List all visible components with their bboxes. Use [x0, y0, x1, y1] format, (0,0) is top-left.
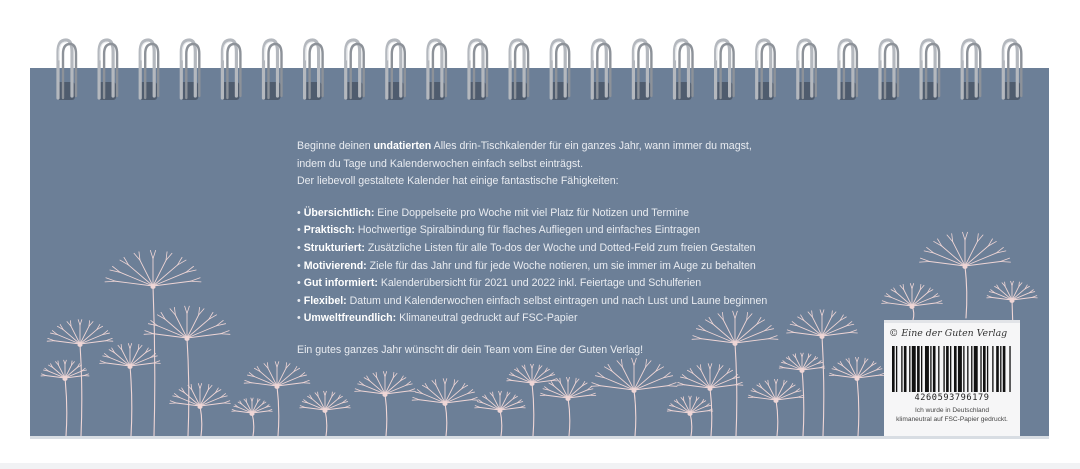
spiral-ring [345, 40, 364, 100]
barcode-bar [1009, 346, 1010, 392]
spiral-ring [98, 40, 117, 100]
barcode-bar [1003, 346, 1006, 392]
bullet-icon: • [297, 312, 301, 325]
barcode-bar [983, 346, 986, 392]
dandelion-flower [667, 396, 713, 436]
intro-paragraph [297, 138, 797, 191]
barcode-bar [974, 346, 978, 392]
spiral-ring [591, 40, 610, 100]
bullet-icon: • [297, 224, 301, 237]
barcode-bar [967, 346, 968, 392]
barcode-bar [980, 346, 981, 392]
publisher-logo: © Eine der Guten Verlag [889, 328, 1008, 339]
spiral-ring [961, 40, 980, 100]
barcode-bar [921, 346, 922, 392]
barcode-bar [954, 346, 957, 392]
feature-item [297, 222, 797, 240]
intro-text-end: Alles drin-Tischkalender für ein ganzes Jahr, wann immer du magst, [431, 140, 752, 152]
bullet-icon: • [297, 259, 301, 272]
dandelion-flower [748, 379, 804, 436]
dandelion-flower [105, 250, 201, 436]
dandelion-flower [412, 379, 478, 436]
feature-item [297, 293, 797, 311]
label-top-edge [884, 320, 1020, 323]
barcode-bar [909, 346, 910, 392]
barcode-bar [1000, 346, 1001, 392]
dandelion-flower [170, 384, 231, 436]
dandelion-flower [829, 357, 885, 436]
spiral-ring [756, 40, 775, 100]
barcode-bar [958, 346, 962, 392]
barcode-label [884, 320, 1020, 436]
barcode-bar [971, 346, 972, 392]
spiral-ring [221, 40, 240, 100]
barcode-bar [943, 346, 944, 392]
spiral-ring [920, 40, 939, 100]
dandelion-flower [475, 391, 526, 436]
table-surface [0, 463, 1080, 469]
barcode-bar [925, 346, 929, 392]
feature-item [297, 275, 797, 293]
eco-note [890, 406, 1014, 424]
feature-text: Hochwertige Spiralbindung für flaches Aufliegen und einfaches Eintragen [354, 224, 701, 237]
barcode-bar [938, 346, 939, 392]
dandelion-flower [100, 344, 161, 436]
feature-text: Eine Doppelseite pro Woche mit viel Platz für Notizen und Termine [374, 206, 689, 219]
spiral-ring [180, 40, 199, 100]
dandelion-flower [300, 391, 351, 436]
feature-item [297, 205, 797, 223]
barcode-bar [950, 346, 951, 392]
feature-text: Datum und Kalenderwochen einfach selbst eintragen und nach Lust und Laune beginnen [346, 294, 768, 307]
feature-text: Klimaneutral gedruckt auf FSC-Papier [396, 312, 578, 325]
eco-line-1: Ich wurde in Deutschland [914, 407, 990, 414]
dandelion-flower [507, 364, 558, 436]
dandelion-flower [232, 398, 272, 436]
spiral-ring [797, 40, 816, 100]
feature-list [297, 205, 797, 328]
barcode-bar [992, 346, 993, 392]
intro-emphasis: undatierten [373, 140, 432, 152]
feature-item [297, 258, 797, 276]
spiral-ring [509, 40, 528, 100]
eco-line-2: klimaneutral auf FSC-Papier gedruckt. [896, 416, 1008, 423]
barcode-bar [901, 346, 902, 392]
feature-item [297, 240, 797, 258]
feature-term: Praktisch: [303, 224, 355, 237]
feature-item [297, 310, 797, 328]
barcode-icon [892, 346, 1012, 394]
feature-term: Übersichtlich: [303, 206, 375, 219]
barcode-bar [946, 346, 949, 392]
spiral-ring [550, 40, 569, 100]
bullet-icon: • [297, 294, 301, 307]
intro-text-start: Beginne deinen [297, 140, 374, 152]
intro-line-3: Der liebevoll gestaltete Kalender hat einige fantastische Fähigkeiten: [297, 175, 619, 188]
spiral-ring [468, 40, 487, 100]
dandelion-flower [144, 306, 230, 436]
spiral-ring [838, 40, 857, 100]
dandelion-flower [882, 284, 943, 320]
feature-term: Motivierend: [303, 259, 367, 272]
bullet-icon: • [297, 277, 301, 290]
spiral-ring [263, 40, 282, 100]
bullet-icon: • [297, 206, 301, 219]
dandelion-flower [779, 353, 825, 436]
spiral-ring [1002, 40, 1021, 100]
spiral-ring [304, 40, 323, 100]
dandelion-flower [677, 364, 743, 436]
barcode-bar [930, 346, 931, 392]
barcode-bar [996, 346, 999, 392]
barcode-bar [963, 346, 964, 392]
feature-term: Flexibel: [303, 294, 347, 307]
dandelion-flower [540, 377, 596, 436]
spiral-ring [386, 40, 405, 100]
spiral-binding [0, 0, 1080, 110]
barcode-bar [917, 346, 920, 392]
spiral-ring [674, 40, 693, 100]
barcode-bar [933, 346, 936, 392]
barcode-bar [892, 346, 895, 392]
barcode-bar [904, 346, 907, 392]
spiral-ring [139, 40, 158, 100]
spiral-ring [427, 40, 446, 100]
calendar-base-edge [30, 436, 1049, 439]
description-text [297, 138, 797, 360]
barcode-number: 4260593796179 [914, 393, 990, 403]
feature-text: Ziele für das Jahr und für jede Woche notieren, um sie immer im Auge zu behalten [366, 259, 756, 272]
bullet-icon: • [297, 241, 301, 254]
feature-term: Umweltfreundlich: [303, 312, 397, 325]
dandelion-flower [787, 310, 858, 436]
dandelion-flower [355, 372, 416, 436]
dandelion-flower [919, 232, 1010, 318]
feature-term: Strukturiert: [303, 241, 365, 254]
feature-text: Kalenderübersicht für 2021 und 2022 inkl. Feiertage und Schulferien [377, 277, 702, 290]
barcode-bar [896, 346, 897, 392]
dandelion-flower [47, 320, 113, 436]
barcode-bar [912, 346, 916, 392]
spiral-ring [57, 40, 76, 100]
dandelion-flower [591, 358, 677, 436]
closing-line: Ein gutes ganzes Jahr wünscht dir dein Team vom Eine der Guten Verlag! [297, 343, 644, 356]
barcode-bar [987, 346, 988, 392]
spiral-ring [632, 40, 651, 100]
intro-line-2: indem du Tage und Kalenderwochen einfach selbst einträgst. [297, 157, 584, 170]
feature-term: Gut informiert: [303, 277, 378, 290]
feature-text: Zusätzliche Listen für alle To-dos der Woche und Dotted-Feld zum freien Gestalten [364, 241, 756, 254]
spiral-ring [879, 40, 898, 100]
spiral-ring [715, 40, 734, 100]
